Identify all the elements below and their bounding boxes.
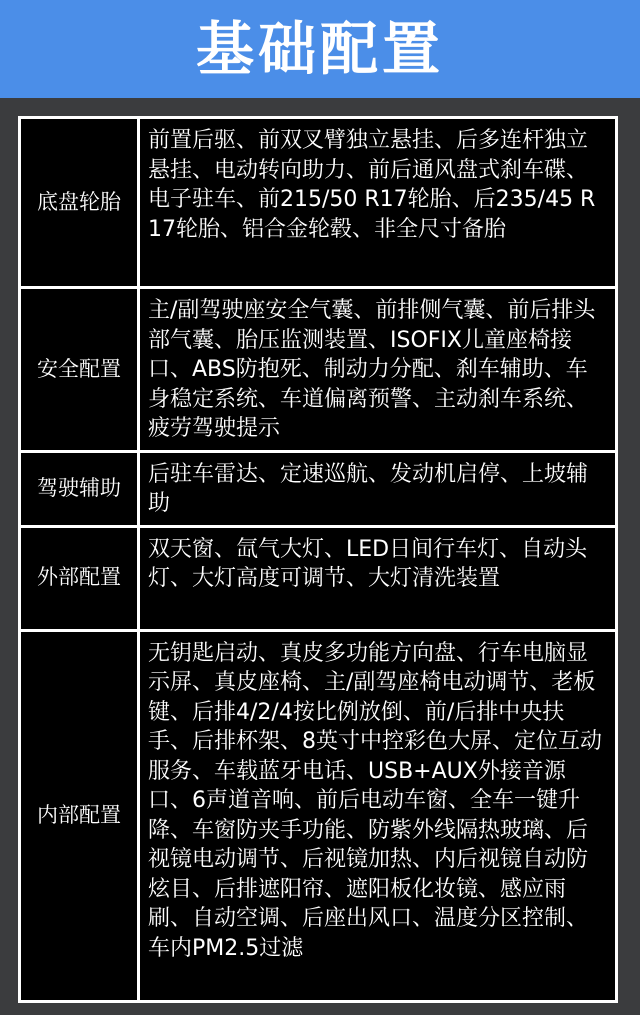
table-row bbox=[20, 118, 617, 288]
table-row bbox=[20, 288, 617, 452]
details-driver-assist: 后驻车雷达、定速巡航、发动机启停、上坡辅助 bbox=[139, 451, 617, 526]
details-safety: 主/副驾驶座安全气囊、前排侧气囊、前后排头部气囊、胎压监测装置、ISOFIX儿童座椅接口、ABS防抱死、制动力分配、刹车辅助、车身稳定系统、车道偏离预警、主动刹车系统、疲劳驾驶提示 bbox=[139, 288, 617, 452]
category-label-exterior: 外部配置 bbox=[20, 526, 139, 630]
details-exterior: 双天窗、氙气大灯、LED日间行车灯、自动头灯、大灯高度可调节、大灯清洗装置 bbox=[139, 526, 617, 630]
category-label-driver-assist: 驾驶辅助 bbox=[20, 451, 139, 526]
details-chassis: 前置后驱、前双叉臂独立悬挂、后多连杆独立悬挂、电动转向助力、前后通风盘式刹车碟、电子驻车、前215/50 R17轮胎、后235/45 R17轮胎、铝合金轮毂、非全尺寸备胎 bbox=[139, 118, 617, 288]
spec-table bbox=[18, 116, 618, 1003]
page-title: 基础配置 bbox=[195, 15, 444, 83]
header-banner bbox=[0, 0, 640, 98]
category-label-chassis: 底盘轮胎 bbox=[20, 118, 139, 288]
category-label-interior: 内部配置 bbox=[20, 630, 139, 1001]
table-row bbox=[20, 526, 617, 630]
details-interior: 无钥匙启动、真皮多功能方向盘、行车电脑显示屏、真皮座椅、主/副驾座椅电动调节、老板键、后排4/2/4按比例放倒、前/后排中央扶手、后排杯架、8英寸中控彩色大屏、定位互动服务、车载蓝牙电话、USB+AUX外接音源口、6声道音响、前后电动车窗、全车一键升降、车窗防夹手功能、防紫外线隔热玻璃、后视镜电动调节、后视镜加热、内后视镜自动防炫目、后排遮阳帘、遮阳板化妆镜、感应雨刷、自动空调、后座出风口、温度分区控制、车内PM2.5过滤 bbox=[139, 630, 617, 1001]
table-row bbox=[20, 630, 617, 1001]
category-label-safety: 安全配置 bbox=[20, 288, 139, 452]
table-row bbox=[20, 451, 617, 526]
